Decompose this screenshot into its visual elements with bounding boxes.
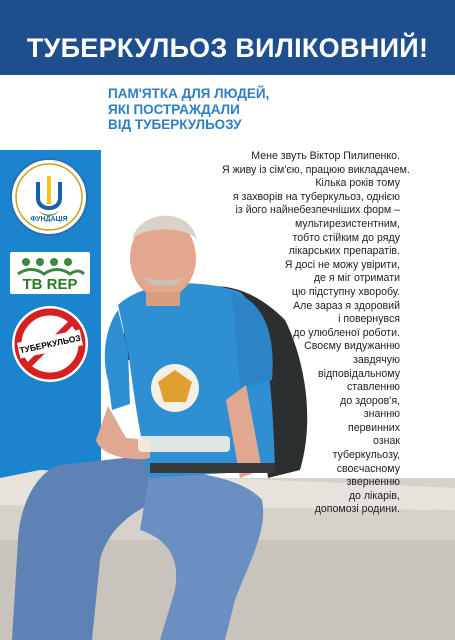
subtitle-line: ВІД ТУБЕРКУЛЬОЗУ — [108, 117, 242, 132]
story-line: лікарських препаратів. — [288, 245, 400, 258]
story-line: завдячую — [353, 353, 400, 366]
story-line: своєчасному — [336, 462, 400, 475]
story-line: де я міг отримати — [313, 272, 400, 285]
story-line: туберкульозу, — [332, 449, 400, 462]
story-line: мультирезистентним, — [294, 217, 400, 230]
story-text — [222, 150, 410, 517]
story-line: цю підступну хворобу. — [291, 285, 400, 298]
story-line: ознак — [372, 435, 400, 448]
stop-tb-logo — [12, 306, 88, 382]
title-bar — [0, 0, 455, 75]
people-icon — [10, 254, 90, 278]
subtitle-line: ЯКІ ПОСТРАЖДАЛИ — [108, 101, 240, 117]
story-line: до улюбленої роботи. — [293, 326, 400, 339]
story-line: тобто стійким до ряду — [292, 231, 400, 244]
subtitle — [108, 86, 348, 133]
story-line: до лікарів, — [348, 489, 400, 502]
story-line: допомозі родини. — [314, 503, 400, 516]
story-line: знанню — [363, 408, 400, 421]
story-line: Своєму видужанню — [304, 340, 400, 353]
tb-rep-logo-text: TB REP — [22, 276, 78, 293]
page-title: ТУБЕРКУЛЬОЗ ВИЛІКОВНИЙ! — [26, 33, 429, 63]
tb-rep-logo — [10, 252, 90, 294]
story-line: до здоров'я, — [340, 394, 400, 407]
story-line: відповідальному — [318, 367, 400, 380]
story-line: я захворів на туберкульоз, однією — [232, 190, 400, 203]
story-line: ставленню — [346, 381, 400, 394]
story-line: із його найнебезпечніших форм – — [235, 204, 400, 217]
stop-tb-logo-text: ТУБЕРКУЛЬОЗ — [17, 330, 83, 359]
story-line: зверненню — [346, 476, 400, 489]
story-line: Мене звуть Віктор Пилипенко. — [251, 150, 400, 162]
foundation-logo-word: ФУНДАЦІЯ — [30, 216, 68, 223]
story-line: первинних — [348, 421, 400, 434]
foundation-logo — [10, 158, 88, 236]
story-line: і повернувся — [338, 313, 400, 326]
story-line: Я досі не можу увірити, — [284, 258, 400, 271]
subtitle-line: ПАМ'ЯТКА ДЛЯ ЛЮДЕЙ, — [108, 86, 270, 101]
story-line: Я живу із сім'єю, працюю викладачем. — [222, 163, 410, 176]
story-line: Але зараз я здоровий — [293, 299, 400, 312]
story-line: Кілька років тому — [315, 177, 400, 190]
